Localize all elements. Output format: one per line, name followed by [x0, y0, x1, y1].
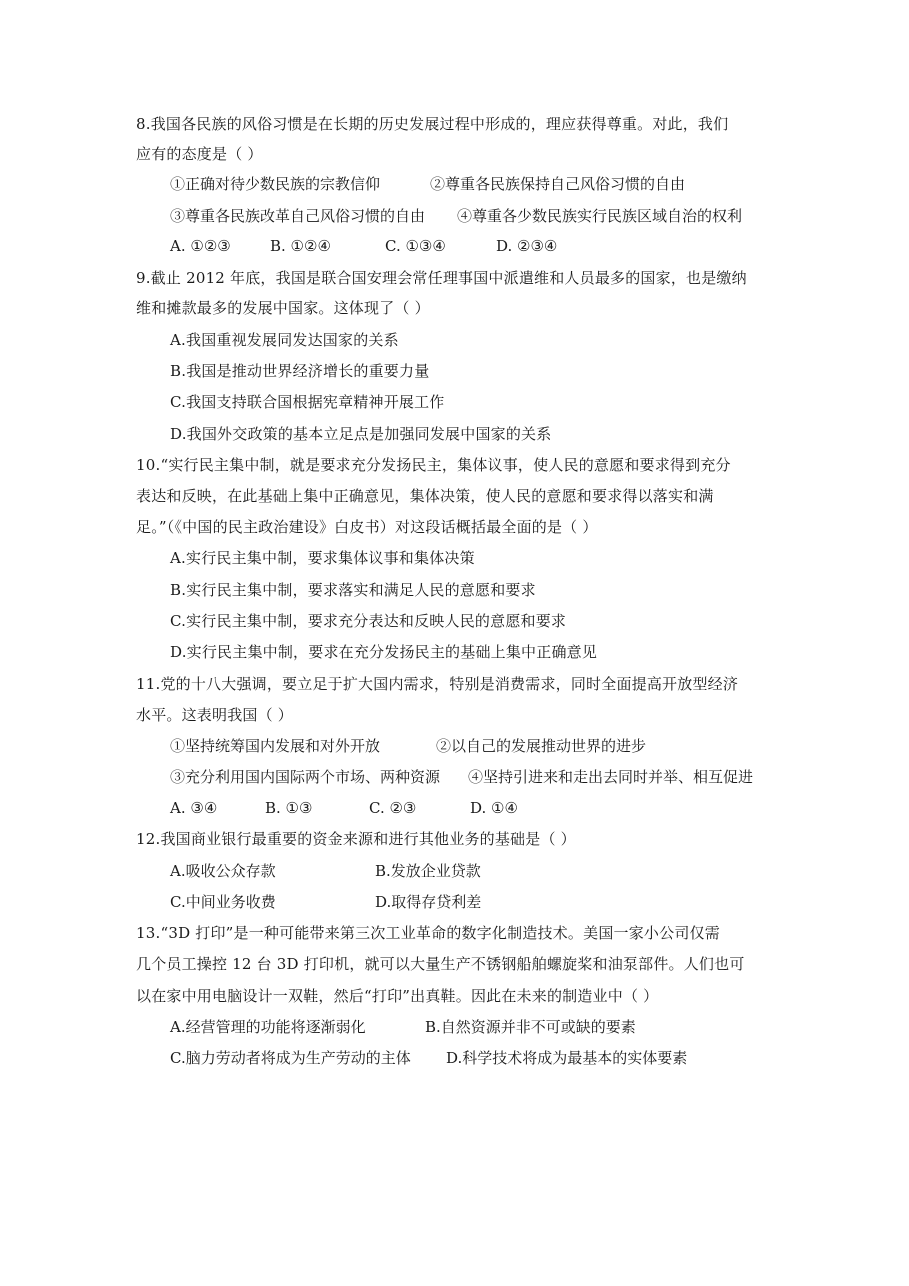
q11-statement-1: ①坚持统筹国内发展和对外开放 [170, 737, 381, 755]
q13-option-c: C.脑力劳动者将成为生产劳动的主体 [170, 1049, 411, 1067]
q8-statement-4: ④尊重各少数民族实行民族区域自治的权利 [457, 207, 743, 225]
q11-stem-line-1: 11.党的十八大强调，要立足于扩大国内需求，特别是消费需求，同时全面提高开放型经济 [136, 675, 739, 693]
q13-option-d: D.科学技术将成为最基本的实体要素 [446, 1049, 688, 1067]
q10-option-a: A.实行民主集中制，要求集体议事和集体决策 [170, 549, 475, 567]
q11-statement-2: ②以自己的发展推动世界的进步 [436, 737, 647, 755]
q11-stem-line-2: 水平。这表明我国（ ） [136, 706, 293, 724]
q9-option-c: C.我国支持联合国根据宪章精神开展工作 [170, 393, 445, 411]
q11-statement-4: ④坚持引进来和走出去同时并举、相互促进 [468, 768, 754, 786]
q10-option-b: B.实行民主集中制，要求落实和满足人民的意愿和要求 [170, 581, 536, 599]
q11-statement-3: ③充分利用国内国际两个市场、两种资源 [170, 768, 441, 786]
q11-option-a: A. ③④ [170, 799, 218, 817]
q8-option-b: B. ①②④ [270, 237, 331, 255]
q10-stem-line-1: 10.“实行民主集中制，就是要求充分发扬民主，集体议事，使人民的意愿和要求得到充分 [136, 456, 731, 474]
q12-option-b: B.发放企业贷款 [375, 862, 481, 880]
q9-option-d: D.我国外交政策的基本立足点是加强同发展中国家的关系 [170, 425, 552, 443]
q8-stem-line-1: 8.我国各民族的风俗习惯是在长期的历史发展过程中形成的，理应获得尊重。对此，我们 [136, 115, 729, 133]
q8-option-d: D. ②③④ [496, 237, 558, 255]
q8-option-a: A. ①②③ [170, 237, 231, 255]
q9-stem-line-1: 9.截止 2012 年底，我国是联合国安理会常任理事国中派遣维和人员最多的国家，也是缴纳 [136, 269, 747, 287]
q13-option-b: B.自然资源并非不可或缺的要素 [425, 1018, 636, 1036]
q12-option-d: D.取得存贷利差 [375, 893, 482, 911]
q11-option-b: B. ①③ [265, 799, 313, 817]
q13-stem-line-2: 几个员工操控 12 台 3D 打印机，就可以大量生产不锈钢船舶螺旋桨和油泵部件。人们也可 [136, 955, 745, 973]
q10-stem-line-3: 足。”（《中国的民主政治建设》白皮书）对这段话概括最全面的是（ ） [136, 518, 598, 536]
q11-option-c: C. ②③ [369, 799, 417, 817]
q12-option-a: A.吸收公众存款 [170, 862, 276, 880]
q13-stem-line-3: 以在家中用电脑设计一双鞋，然后“打印”出真鞋。因此在未来的制造业中（ ） [136, 987, 659, 1005]
q8-statement-1: ①正确对待少数民族的宗教信仰 [170, 175, 381, 193]
q10-stem-line-2: 表达和反映，在此基础上集中正确意见，集体决策，使人民的意愿和要求得以落实和满 [136, 487, 714, 505]
q12-stem-line-1: 12.我国商业银行最重要的资金来源和进行其他业务的基础是（ ） [136, 830, 576, 848]
q8-stem-line-2: 应有的态度是（ ） [136, 145, 263, 163]
q10-option-d: D.实行民主集中制，要求在充分发扬民主的基础上集中正确意见 [170, 643, 598, 661]
q9-stem-line-2: 维和摊款最多的发展中国家。这体现了（ ） [136, 299, 430, 317]
q8-statement-2: ②尊重各民族保持自己风俗习惯的自由 [430, 175, 686, 193]
q10-option-c: C.实行民主集中制，要求充分表达和反映人民的意愿和要求 [170, 612, 567, 630]
q13-stem-line-1: 13.“3D 打印”是一种可能带来第三次工业革命的数字化制造技术。美国一家小公司仅需 [136, 924, 720, 942]
q12-option-c: C.中间业务收费 [170, 893, 276, 911]
q8-option-c: C. ①③④ [385, 237, 446, 255]
q13-option-a: A.经营管理的功能将逐渐弱化 [170, 1018, 366, 1036]
q9-option-b: B.我国是推动世界经济增长的重要力量 [170, 362, 430, 380]
q8-statement-3: ③尊重各民族改革自己风俗习惯的自由 [170, 207, 426, 225]
q9-option-a: A.我国重视发展同发达国家的关系 [170, 331, 399, 349]
q11-option-d: D. ①④ [470, 799, 518, 817]
